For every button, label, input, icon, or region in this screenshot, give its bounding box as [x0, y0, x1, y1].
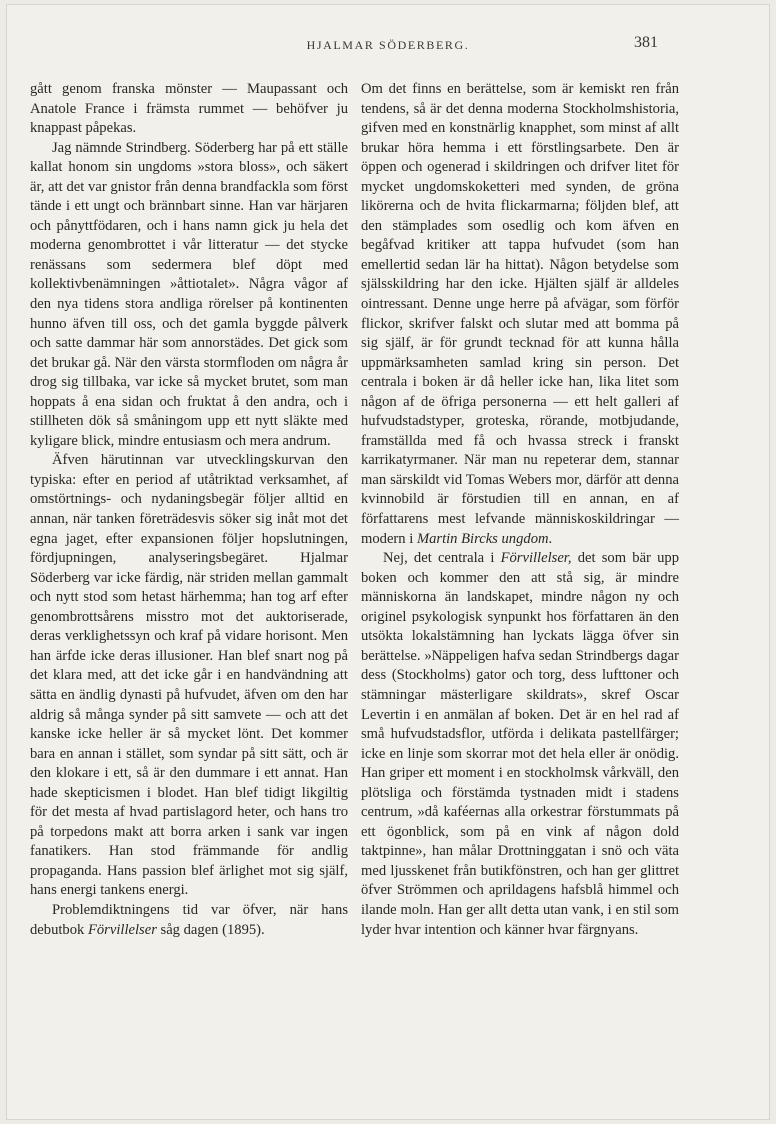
paragraph — [361, 549, 679, 940]
paragraph: Jag nämnde Strindberg. Söderberg har på ett ställe kallat honom sin ungdoms »stora bloss», och säkert är, att det var gnistor från denna brandfackla som först tände i ett ungt och brännbart sinne. Han var härjaren och pånyttfödaren, och i hans namn gick ju hela det moderna genombrottet i vår litteratur — det stycke renässans som sedermera blef döpt med kollektivbenämningen »åttiotalet». Några vågor af den nya tidens stora andliga rörelser på kontinenten hunno äfven till oss, och det gamla byggde pålverk och satte dammar här som annorstädes. Det gick som det brukar gå. När den värsta stormfloden om några år drog sig tillbaka, var icke så mycket brutet, som man hoppats å ena sidan och fruktat å den andra, och i stillheten dök så småningom upp ett nytt släkte med kyligare blick, mindre entusiasm och mera andrum. — [30, 139, 348, 449]
running-head: HJALMAR SÖDERBERG. — [306, 38, 470, 52]
paragraph-text: såg dagen (1895). — [156, 921, 265, 938]
paragraph — [361, 80, 679, 549]
paragraph: Äfven härutinnan var utvecklingskurvan den typiska: efter en period af utåtriktad verksamhet, af omstörtnings- och nydaningsbegär följer alltid en annan, när tanken företrädesvis söker sig inåt mot det egna jaget, efter expansionen följer hopslutningen, fördjupningen, analyseringsbegäret. Hjalmar Söderberg var icke färdig, när striden mellan gammalt och nytt stod som hetast härhemma; han tog arf efter genombrottsårens misstro mot det auktoriserade, deras verklighetssyn och kraf på vidare horisont. Men han ärfde icke deras illusioner. Han blef snart nog på det klara med, att det icke går i en handvändning att sätta en ändlig dynasti på hufvudet, äfven om den har aldrig så många synder på sitt samvete — och att det kanske icke heller är så mycket lönt. Det kommer bara en annan i stället, som syndar på sitt sätt, och är den klokare i ett, så är den dummare i ett annat. Han hade skepticismen i blodet. Han blef tidigt likgiltig för det mesta af hvad partislagord heter, och hans tro på torpedons makt att borra arken i sank var ingen fanatikers. Han stod främmande för andlig propaganda. Hans passion blef ärlighet mot sig själf, hans energi tankens energi. — [30, 452, 348, 899]
paragraph — [30, 901, 348, 940]
page-number: 381 — [634, 34, 658, 51]
right-column — [361, 80, 679, 940]
book-title: Förvillelser — [87, 921, 157, 938]
paragraph-text: Om det finns en berättelse, som är kemiskt ren från tendens, så är det denna moderna Stockholmshistoria, gifven med en konstnärlig knapphet, som minst af allt brukar höra hemma i ett förstlingsarbete. Den är öppen och ogenerad i skildringen och drifver litet för mycket ungdomskoketteri med synden, de gröna likörerna och de hvita flickarmarna; följden blef, att den stämplades som osedlig och kom äfven en begåfvad kritiker att tappa hufvudet (som han emellertid sedan lär ha hittat). Någon betydelse som själsskildring har den icke. Hjälten själf är alldeles ointressant. Denne unge herre på afvägar, som förför flickor, skrifver falskt och slutar med att bomma på sig själf, är för grundt tecknad för att kunna hålla uppmärksamheten samlad kring sin person. Det centrala i boken är då heller icke han, lika litet som någon af de öfriga personerna — ett helt galleri af hufvudstadstyper, groteska, rörande, motbjudande, framställda med få och hvassa streck i franskt karrikatyrmaner. När man nu repeterar dem, stannar man särskildt vid Tomas Webers mor, därför att denna kvinnobild är förstudien till en annan, en af författarens mest lefvande människoskildringar — modern i — [361, 81, 679, 547]
paragraph-text: Nej, det centrala i — [383, 550, 501, 567]
left-column — [30, 80, 348, 940]
paragraph-text: . — [548, 530, 553, 547]
paragraph-text: det som bär upp boken och kommer den att stå sig, är mindre människorna än landskapet, mindre någon ny och originel psykologisk synpunkt hos författaren än den utsökta lokalstämning han lyckats lägga öfver sin berättelse. »Näppeligen hafva sedan Strindbergs dagar dess (Stockholms) gator och torg, dess lufttoner och stämningar mästerligare skildrats», skref Oscar Levertin i en anmälan af boken. Det är en hel rad af små hufvudstadsflor, utförda i delikata pastellfärger; icke en linje som skorrar mot det hela eller är onödig. Han griper ett moment i en stockholmsk vårkväll, den plötsliga och förstämda tystnaden midt i stadens centrum, »då kaféernas alla orkestrar förstummats på ett ögonblick, som på en vink af någon dold taktpinne», han målar Drottninggatan i snö och väta med ljusskenet från butikfönstren, och han ger glittret öfver Strömmen och aprildagens hafsblå himmel och ilande moln. Han ger allt detta utan vank, i en stil som lyder hvar intention och känner hvar färgnyans. — [361, 550, 679, 938]
book-title: Martin Bircks ungdom — [416, 530, 549, 547]
paragraph: gått genom franska mönster — Maupassant och Anatole France i främsta rummet — behöfver ju knappast påpekas. — [30, 81, 348, 137]
book-page — [6, 4, 770, 1120]
book-title: Förvillelser, — [500, 550, 572, 567]
paragraph-text: Problemdiktningens tid var öfver, när hans debutbok — [30, 901, 348, 938]
